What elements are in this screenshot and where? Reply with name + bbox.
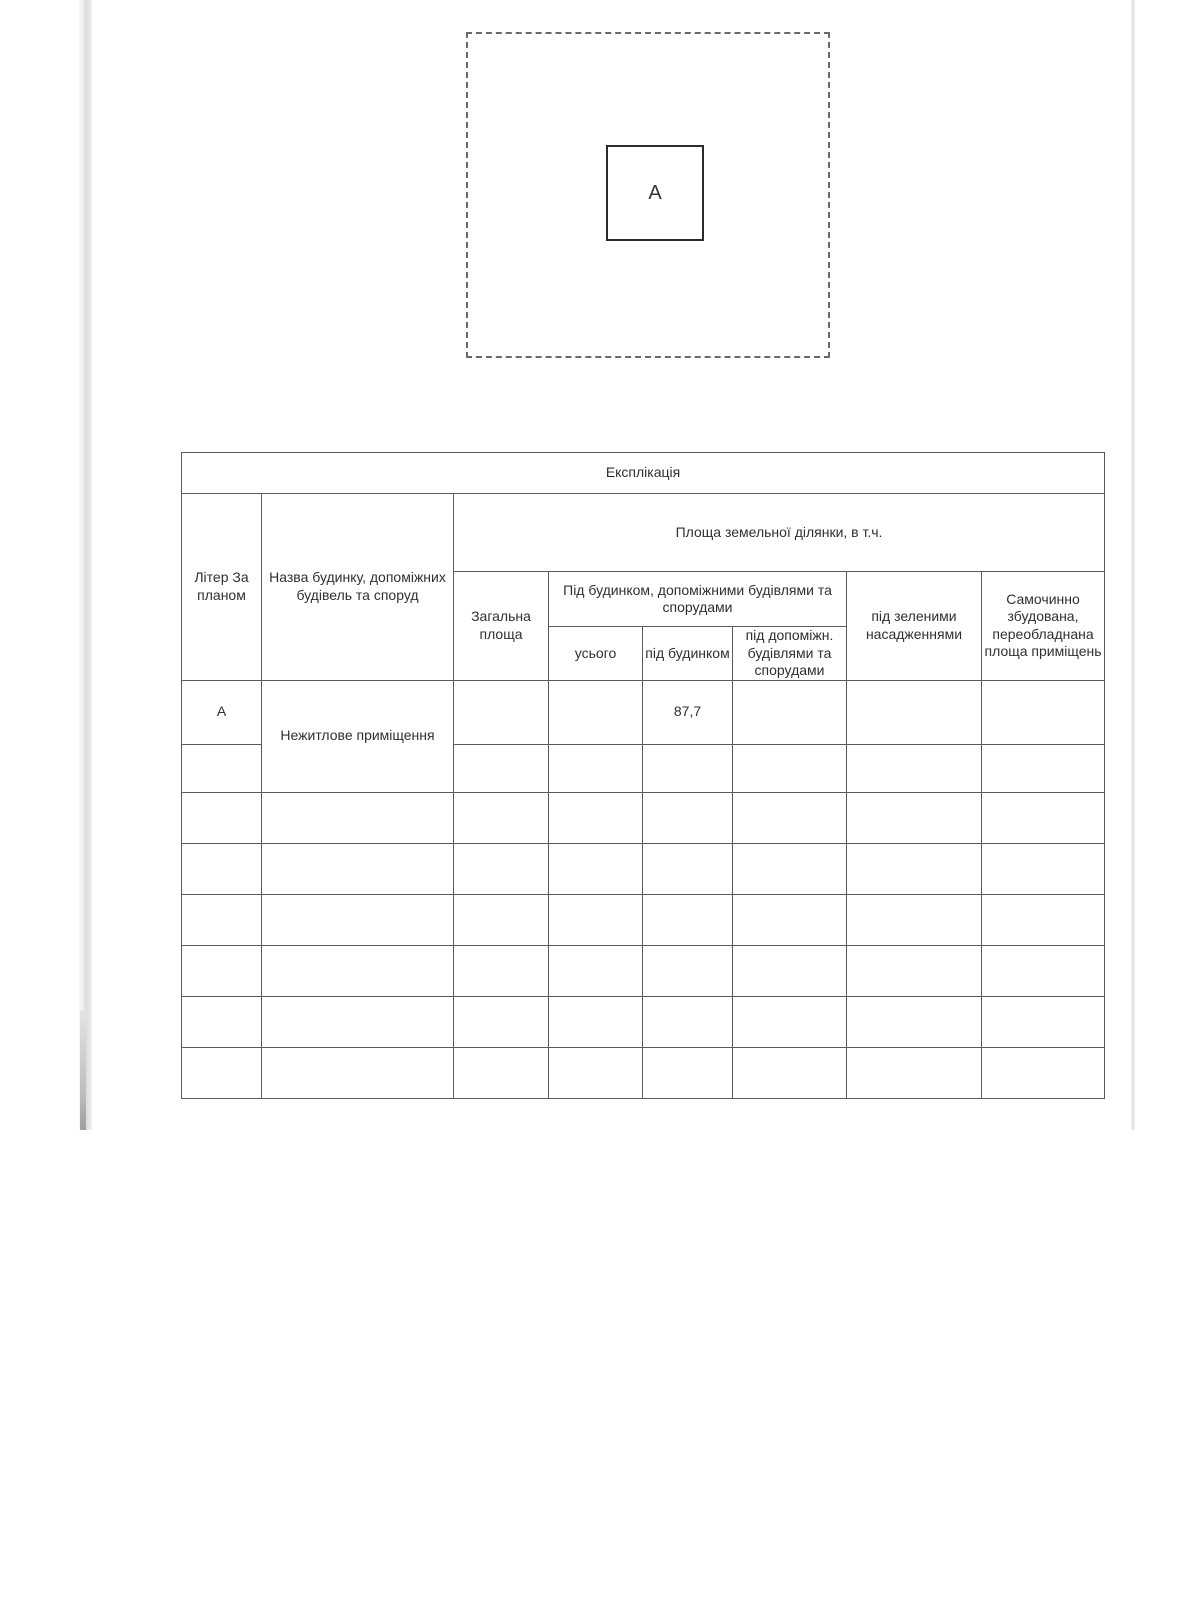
header-name: Назва будинку, допоміжних будівель та споруд	[262, 494, 454, 681]
table-row	[182, 894, 1105, 945]
row1-green	[847, 680, 982, 744]
table-row	[182, 1047, 1105, 1098]
header-under-buildings-group: Під будинком, допоміжними будівлями та спорудами	[549, 572, 847, 627]
building-outline	[606, 145, 704, 241]
table-title: Експлікація	[182, 453, 1105, 494]
row1-litera: А	[182, 680, 262, 744]
header-area-group: Площа земельної ділянки, в т.ч.	[454, 494, 1105, 572]
scan-shadow-right	[1131, 0, 1135, 1130]
header-self-built: Самочинно збудована, переобладнана площа приміщень	[982, 572, 1105, 681]
row1-total	[549, 680, 643, 744]
row1-under-house: 87,7	[643, 680, 733, 744]
row1-under-aux	[733, 680, 847, 744]
explication-table	[181, 452, 1105, 1099]
header-under-house: під будинком	[643, 627, 733, 681]
header-litera: Літер За планом	[182, 494, 262, 681]
scan-shadow-left	[78, 0, 92, 1130]
header-green: під зеленими насадженнями	[847, 572, 982, 681]
table-row	[182, 945, 1105, 996]
row1-self-built	[982, 680, 1105, 744]
table-row	[182, 792, 1105, 843]
scan-shadow-left-dark	[80, 1010, 86, 1130]
table-row	[182, 843, 1105, 894]
row1-total-area	[454, 680, 549, 744]
row1-name: Нежитлове приміщення	[262, 680, 454, 792]
header-total: усього	[549, 627, 643, 681]
header-under-aux: під допоміжн. будівлями та спорудами	[733, 627, 847, 681]
building-letter: А	[648, 181, 662, 204]
header-total-area: Загальна площа	[454, 572, 549, 681]
table-row	[182, 996, 1105, 1047]
